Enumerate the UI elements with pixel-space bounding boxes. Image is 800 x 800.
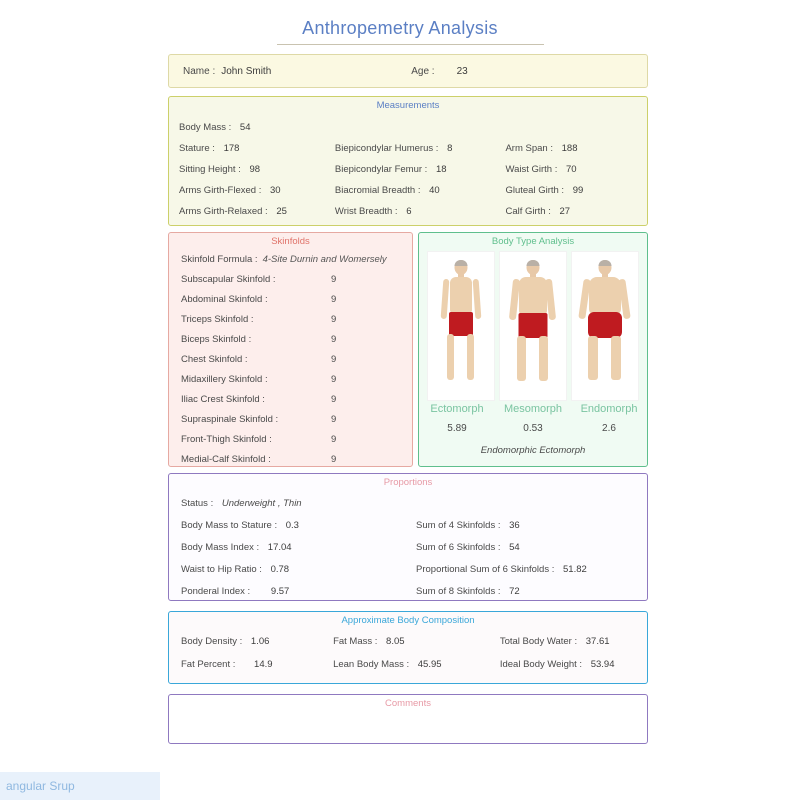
skinfold-value: 9 bbox=[331, 453, 337, 465]
skinfold-value: 9 bbox=[331, 273, 337, 285]
measure-label: Biepicondylar Femur : bbox=[334, 164, 428, 175]
comments-value[interactable] bbox=[169, 709, 647, 717]
measure-label: Arms Girth-Relaxed : bbox=[179, 206, 268, 217]
measure-value: 178 bbox=[223, 143, 240, 154]
table-row bbox=[169, 558, 647, 580]
proportion-value: 36 bbox=[509, 519, 520, 531]
proportions-title: Proportions bbox=[383, 477, 433, 488]
measure-value: 98 bbox=[249, 164, 261, 175]
proportion-value: 0.3 bbox=[285, 519, 299, 531]
body-type-names bbox=[419, 403, 647, 415]
proportion-label: Body Mass Index : bbox=[181, 541, 260, 553]
table-row bbox=[169, 536, 647, 558]
proportions-panel bbox=[168, 473, 648, 601]
skinfold-value: 9 bbox=[331, 373, 337, 385]
skinfold-value: 9 bbox=[331, 433, 337, 445]
measure-value: 25 bbox=[276, 206, 287, 217]
age-label: Age : bbox=[411, 65, 435, 77]
skinfold-label: Front-Thigh Skinfold : bbox=[181, 433, 272, 445]
body-type-values bbox=[419, 423, 647, 434]
taskbar-item[interactable] bbox=[0, 772, 160, 800]
measure-value: 40 bbox=[429, 185, 440, 196]
proportion-label: Proportional Sum of 6 Skinfolds : bbox=[416, 563, 555, 575]
human-body-icon bbox=[433, 260, 489, 392]
body-composition-panel bbox=[168, 611, 648, 684]
table-row bbox=[179, 138, 637, 159]
table-row bbox=[169, 580, 647, 602]
body-composition-grid bbox=[169, 630, 647, 676]
table-row bbox=[179, 117, 637, 138]
list-item bbox=[169, 289, 412, 309]
measure-label: Gluteal Girth : bbox=[505, 185, 565, 196]
composition-label: Lean Body Mass : bbox=[333, 659, 410, 670]
skinfold-value: 9 bbox=[331, 393, 337, 405]
table-row bbox=[169, 653, 647, 676]
status-value: Underweight , Thin bbox=[221, 497, 302, 509]
measure-label: Biepicondylar Humerus : bbox=[334, 143, 439, 154]
proportion-value: 72 bbox=[509, 585, 520, 597]
measure-value: 8 bbox=[447, 143, 453, 154]
status-row bbox=[169, 492, 647, 514]
skinfolds-panel bbox=[168, 232, 413, 467]
endomorph-figure bbox=[571, 251, 639, 401]
endomorph-label: Endomorph bbox=[580, 403, 638, 415]
measure-label: Wrist Breadth : bbox=[334, 206, 398, 217]
title-divider bbox=[277, 44, 544, 45]
skinfold-value: 9 bbox=[331, 353, 337, 365]
table-row bbox=[179, 180, 637, 201]
measure-label: Calf Girth : bbox=[505, 206, 551, 217]
proportions-grid bbox=[169, 492, 647, 602]
name-value: John Smith bbox=[221, 65, 272, 77]
measure-value: 188 bbox=[561, 143, 578, 154]
composition-value: 45.95 bbox=[417, 659, 442, 670]
skinfold-formula-row bbox=[169, 249, 412, 269]
skinfold-label: Iliac Crest Skinfold : bbox=[181, 393, 265, 405]
table-row bbox=[179, 201, 637, 222]
measure-value: 6 bbox=[406, 206, 412, 217]
proportion-value: 9.57 bbox=[270, 585, 290, 597]
human-body-icon bbox=[505, 260, 561, 392]
skinfolds-title: Skinfolds bbox=[271, 236, 310, 247]
skinfold-label: Triceps Skinfold : bbox=[181, 313, 254, 325]
measure-value: 70 bbox=[566, 164, 577, 175]
list-item bbox=[169, 349, 412, 369]
skinfolds-list bbox=[169, 249, 412, 469]
list-item bbox=[169, 269, 412, 289]
age-value: 23 bbox=[456, 65, 468, 77]
body-type-title: Body Type Analysis bbox=[491, 236, 575, 247]
skinfold-label: Abdominal Skinfold : bbox=[181, 293, 268, 305]
proportion-label: Waist to Hip Ratio : bbox=[181, 563, 262, 575]
proportion-value: 17.04 bbox=[267, 541, 292, 553]
measure-label: Biacromial Breadth : bbox=[334, 185, 421, 196]
endomorph-value: 2.6 bbox=[602, 423, 616, 434]
table-row bbox=[179, 159, 637, 180]
list-item bbox=[169, 329, 412, 349]
measure-value: 27 bbox=[559, 206, 571, 217]
mesomorph-value: 0.53 bbox=[523, 423, 543, 434]
measure-label: Arms Girth-Flexed : bbox=[179, 185, 262, 196]
page-title: Anthropemetry Analysis bbox=[302, 18, 498, 38]
ectomorph-label: Ectomorph bbox=[430, 403, 484, 415]
composition-value: 14.9 bbox=[254, 659, 273, 670]
body-type-panel bbox=[418, 232, 648, 467]
skinfold-label: Midaxillery Skinfold : bbox=[181, 373, 268, 385]
skinfold-label: Medial-Calf Skinfold : bbox=[181, 453, 271, 465]
proportion-label: Ponderal Index : bbox=[181, 585, 251, 597]
measurements-grid bbox=[169, 115, 647, 225]
name-label: Name : bbox=[183, 65, 216, 77]
skinfold-formula-label: Skinfold Formula : bbox=[181, 253, 258, 265]
composition-label: Total Body Water : bbox=[499, 636, 578, 647]
ectomorph-figure bbox=[427, 251, 495, 401]
mesomorph-label: Mesomorph bbox=[503, 403, 563, 415]
list-item bbox=[169, 309, 412, 329]
measurements-title: Measurements bbox=[376, 100, 440, 111]
composition-value: 1.06 bbox=[250, 636, 270, 647]
list-item bbox=[169, 429, 412, 449]
skinfold-value: 9 bbox=[331, 333, 337, 345]
measure-label: Stature : bbox=[179, 143, 215, 154]
composition-value: 53.94 bbox=[590, 659, 615, 670]
proportion-value: 0.78 bbox=[270, 563, 290, 575]
skinfold-value: 9 bbox=[331, 313, 337, 325]
proportion-value: 51.82 bbox=[563, 563, 587, 575]
identity-panel bbox=[168, 54, 648, 88]
measure-value: 18 bbox=[435, 164, 447, 175]
skinfold-label: Chest Skinfold : bbox=[181, 353, 248, 365]
measure-value: 99 bbox=[572, 185, 584, 196]
status-label: Status : bbox=[181, 497, 214, 509]
proportion-label: Sum of 8 Skinfolds : bbox=[416, 585, 501, 597]
body-type-summary: Endomorphic Ectomorph bbox=[480, 445, 586, 456]
skinfold-formula-value: 4-Site Durnin and Womersely bbox=[262, 253, 387, 265]
skinfold-value: 9 bbox=[331, 413, 337, 425]
measure-label: Body Mass : bbox=[179, 122, 232, 133]
table-row bbox=[169, 514, 647, 536]
proportion-label: Sum of 4 Skinfolds : bbox=[416, 519, 501, 531]
list-item bbox=[169, 369, 412, 389]
comments-panel[interactable] bbox=[168, 694, 648, 744]
measure-label: Waist Girth : bbox=[505, 164, 558, 175]
skinfold-value: 9 bbox=[331, 293, 337, 305]
proportion-value: 54 bbox=[509, 541, 520, 553]
composition-value: 8.05 bbox=[386, 636, 405, 647]
skinfold-label: Biceps Skinfold : bbox=[181, 333, 252, 345]
skinfold-label: Supraspinale Skinfold : bbox=[181, 413, 279, 425]
body-composition-title: Approximate Body Composition bbox=[341, 615, 475, 626]
skinfold-label: Subscapular Skinfold : bbox=[181, 273, 276, 285]
proportion-label: Body Mass to Stature : bbox=[181, 519, 278, 531]
composition-value: 37.61 bbox=[585, 636, 610, 647]
list-item bbox=[169, 449, 412, 469]
list-item bbox=[169, 409, 412, 429]
taskbar-label: angular Srup bbox=[6, 779, 75, 793]
measure-label: Arm Span : bbox=[505, 143, 553, 154]
body-type-figures bbox=[425, 251, 641, 401]
measure-value: 54 bbox=[239, 122, 251, 133]
mesomorph-figure bbox=[499, 251, 567, 401]
comments-title: Comments bbox=[385, 698, 431, 709]
composition-label: Body Density : bbox=[181, 636, 243, 647]
human-body-icon bbox=[577, 260, 633, 392]
proportion-label: Sum of 6 Skinfolds : bbox=[416, 541, 501, 553]
table-row bbox=[169, 630, 647, 653]
composition-label: Fat Mass : bbox=[333, 636, 378, 647]
measure-value: 30 bbox=[270, 185, 281, 196]
composition-label: Ideal Body Weight : bbox=[499, 659, 583, 670]
composition-label: Fat Percent : bbox=[181, 659, 236, 670]
ectomorph-value: 5.89 bbox=[447, 423, 467, 434]
measure-label: Sitting Height : bbox=[179, 164, 241, 175]
list-item bbox=[169, 389, 412, 409]
measurements-panel bbox=[168, 96, 648, 226]
